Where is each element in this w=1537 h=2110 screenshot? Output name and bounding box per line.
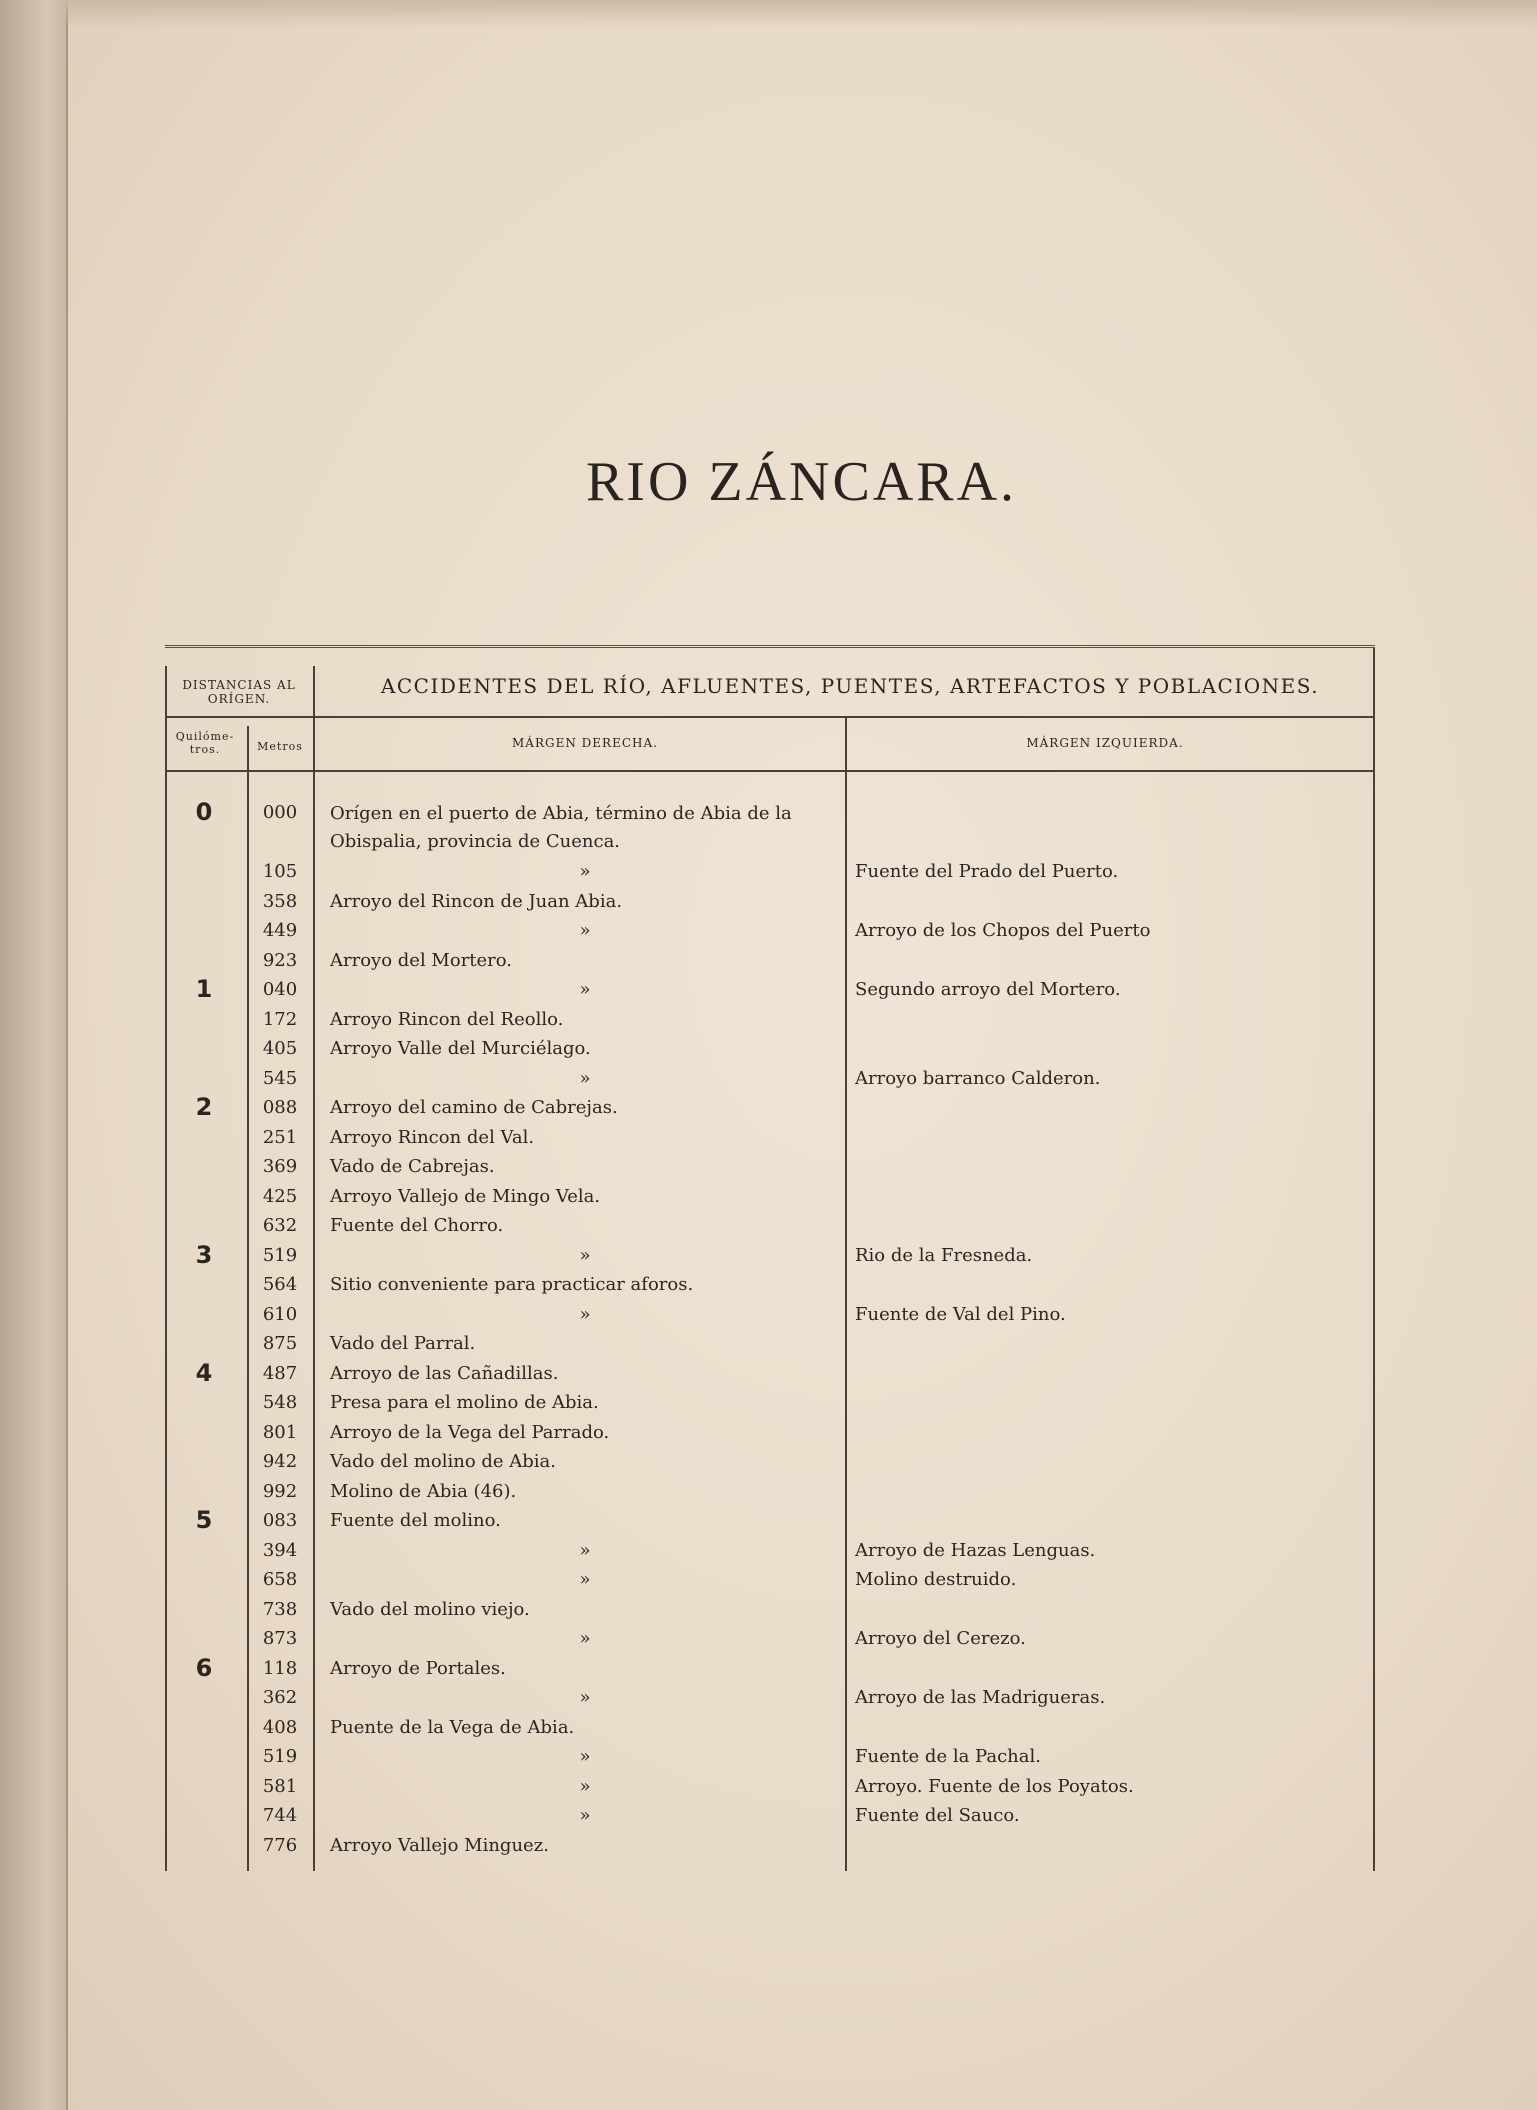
margen-derecha-cell: »	[579, 1303, 591, 1325]
metros-cell: 776	[262, 1834, 298, 1856]
accidentes-header: ACCIDENTES DEL RÍO, AFLUENTES, PUENTES, ARTEFACTOS Y POBLACIONES.	[380, 674, 1320, 698]
metros-cell: 658	[262, 1569, 298, 1590]
kilometros-cell: 6	[195, 1653, 213, 1682]
table-row	[165, 1624, 1375, 1654]
metros-cell: 545	[262, 1067, 298, 1089]
metros-cell: 083	[262, 1510, 298, 1531]
accidentes-header-rule	[313, 716, 1373, 718]
table-row	[165, 857, 1375, 887]
margen-izquierda-cell: Arroyo de las Madrigueras.	[855, 1687, 1106, 1708]
kilometros-cell: 5	[195, 1506, 213, 1534]
metros-cell: 105	[262, 861, 298, 882]
margen-derecha-cell: »	[579, 861, 591, 882]
table-row	[165, 1801, 1375, 1831]
table-row	[165, 1329, 1375, 1359]
margen-derecha-cell: Arroyo de la Vega del Parrado.	[330, 1421, 610, 1443]
margen-derecha-cell: »	[579, 1539, 591, 1561]
metros-cell: 610	[262, 1303, 298, 1325]
margen-derecha-cell: Arroyo Rincon del Val.	[330, 1126, 535, 1148]
table-row	[165, 1093, 1375, 1123]
margen-derecha-cell: Fuente del Chorro.	[330, 1215, 504, 1236]
table-row	[165, 1182, 1375, 1212]
table-row	[165, 1447, 1375, 1477]
table-row	[165, 975, 1375, 1005]
page-title: RIO ZÁNCARA.	[585, 451, 1018, 513]
margen-izquierda-cell: Arroyo del Cerezo.	[855, 1628, 1026, 1649]
table-row	[165, 1418, 1375, 1448]
metros-cell: 487	[262, 1362, 298, 1384]
table-row	[165, 1713, 1375, 1743]
margen-derecha-cell: Vado del molino viejo.	[330, 1598, 530, 1620]
table-row	[165, 1683, 1375, 1713]
table-row	[165, 1506, 1375, 1536]
margen-derecha-cell: Fuente del molino.	[330, 1510, 501, 1531]
table-body	[165, 798, 1375, 1860]
table-row	[165, 1831, 1375, 1861]
margen-derecha-cell: »	[579, 920, 591, 941]
metros-cell: 744	[262, 1805, 298, 1826]
margen-derecha-cell: Puente de la Vega de Abia.	[330, 1716, 575, 1738]
margen-izquierda-cell: Arroyo de los Chopos del Puerto	[855, 920, 1151, 941]
distancias-header: DISTANCIAS AL ORÍGEN.	[182, 678, 296, 706]
margen-derecha-header: MÁRGEN DERECHA.	[512, 736, 658, 750]
margen-izquierda-cell: Molino destruido.	[855, 1569, 1017, 1590]
metros-cell: 251	[262, 1126, 298, 1148]
metros-cell: 449	[262, 920, 298, 941]
metros-cell: 873	[262, 1628, 298, 1649]
table-row	[165, 1241, 1375, 1271]
metros-cell: 581	[262, 1775, 298, 1797]
margen-izquierda-cell: Fuente del Sauco.	[855, 1805, 1020, 1826]
table-row	[165, 1388, 1375, 1418]
metros-cell: 362	[262, 1687, 298, 1708]
metros-cell: 738	[262, 1598, 298, 1620]
table-row	[165, 1034, 1375, 1064]
margen-derecha-cell: »	[579, 1067, 591, 1089]
margen-derecha-cell: Arroyo Rincon del Reollo.	[330, 1008, 564, 1030]
metros-cell: 405	[262, 1038, 298, 1059]
table-row	[165, 946, 1375, 976]
metros-cell: 548	[262, 1392, 298, 1413]
metros-cell: 118	[262, 1657, 298, 1679]
kilometros-header: Quilóme-tros.	[175, 730, 235, 756]
metros-cell: 519	[262, 1244, 298, 1266]
table-row	[165, 1005, 1375, 1035]
margen-derecha-cell: Arroyo del Rincon de Juan Abia.	[330, 890, 623, 912]
margen-derecha-cell: Arroyo de Portales.	[330, 1657, 506, 1679]
kilometros-cell: 1	[195, 975, 213, 1003]
kilometros-cell: 4	[195, 1358, 213, 1387]
metros-header: Metros	[257, 740, 303, 753]
river-table	[165, 645, 1375, 1873]
margen-derecha-cell: Arroyo de las Cañadillas.	[330, 1362, 559, 1384]
margen-izquierda-cell: Fuente de la Pachal.	[855, 1746, 1041, 1767]
metros-cell: 923	[262, 949, 298, 971]
table-row	[165, 1742, 1375, 1772]
metros-cell: 992	[262, 1480, 298, 1502]
metros-cell: 632	[262, 1215, 298, 1236]
kilometros-cell: 0	[195, 798, 213, 826]
margen-izquierda-cell: Rio de la Fresneda.	[855, 1244, 1033, 1266]
kilometros-cell: 3	[195, 1240, 213, 1269]
margen-derecha-cell: Orígen en el puerto de Abia, término de Abia de la Obispalia, provincia de Cuenca.	[330, 803, 792, 852]
metros-cell: 000	[262, 802, 298, 823]
table-row	[165, 1595, 1375, 1625]
margen-izquierda-cell: Arroyo. Fuente de los Poyatos.	[855, 1775, 1134, 1797]
metros-cell: 564	[262, 1274, 298, 1295]
margen-derecha-cell: »	[579, 1687, 591, 1708]
table-row	[165, 1123, 1375, 1153]
table-row	[165, 798, 1375, 857]
table-row	[165, 1536, 1375, 1566]
margen-derecha-cell: »	[579, 1805, 591, 1826]
margen-derecha-cell: Molino de Abia (46).	[330, 1480, 517, 1502]
table-row	[165, 1772, 1375, 1802]
metros-cell: 394	[262, 1539, 298, 1561]
table-row	[165, 1359, 1375, 1389]
metros-cell: 358	[262, 890, 298, 912]
margen-derecha-cell: Sitio conveniente para practicar aforos.	[330, 1274, 694, 1295]
table-row	[165, 1300, 1375, 1330]
metros-cell: 519	[262, 1746, 298, 1767]
table-row	[165, 1064, 1375, 1094]
margen-derecha-cell: Vado de Cabrejas.	[330, 1156, 495, 1177]
table-row	[165, 1654, 1375, 1684]
margen-izquierda-cell: Fuente de Val del Pino.	[855, 1303, 1066, 1325]
margen-derecha-cell: »	[579, 1569, 591, 1590]
table-row	[165, 1565, 1375, 1595]
margen-derecha-cell: Arroyo Vallejo de Mingo Vela.	[330, 1185, 601, 1207]
distance-header-rule	[165, 716, 313, 718]
margen-derecha-cell: »	[579, 1746, 591, 1767]
metros-cell: 088	[262, 1097, 298, 1118]
metros-cell: 801	[262, 1421, 298, 1443]
table-row	[165, 1152, 1375, 1182]
margen-izquierda-cell: Fuente del Prado del Puerto.	[855, 861, 1119, 882]
margen-izquierda-cell: Segundo arroyo del Mortero.	[855, 979, 1121, 1000]
metros-cell: 425	[262, 1185, 298, 1207]
metros-cell: 369	[262, 1156, 298, 1177]
table-row	[165, 1477, 1375, 1507]
metros-cell: 408	[262, 1716, 298, 1738]
margen-derecha-cell: Arroyo Vallejo Minguez.	[330, 1834, 549, 1856]
margen-derecha-cell: Arroyo del camino de Cabrejas.	[330, 1097, 618, 1118]
margen-derecha-cell: Arroyo del Mortero.	[330, 949, 513, 971]
margen-derecha-cell: »	[579, 1244, 591, 1266]
metros-cell: 875	[262, 1333, 298, 1354]
margen-derecha-cell: Arroyo Valle del Murciélago.	[330, 1038, 591, 1059]
table-row	[165, 916, 1375, 946]
margen-izquierda-header: MÁRGEN IZQUIERDA.	[1026, 736, 1184, 750]
margen-derecha-cell: Presa para el molino de Abia.	[330, 1392, 599, 1413]
table-row	[165, 1211, 1375, 1241]
metros-cell: 172	[262, 1008, 298, 1030]
header-bottom-rule	[165, 770, 1375, 772]
table-row	[165, 1270, 1375, 1300]
margen-izquierda-cell: Arroyo barranco Calderon.	[855, 1067, 1101, 1089]
margen-derecha-cell: Vado del Parral.	[330, 1333, 476, 1354]
margen-izquierda-cell: Arroyo de Hazas Lenguas.	[855, 1539, 1096, 1561]
table-row	[165, 887, 1375, 917]
metros-cell: 040	[262, 979, 298, 1000]
kilometros-cell: 2	[195, 1093, 213, 1121]
book-binding	[0, 0, 68, 2110]
metros-cell: 942	[262, 1451, 298, 1472]
page-edge	[66, 0, 1537, 28]
margen-derecha-cell: »	[579, 1775, 591, 1797]
margen-derecha-cell: Vado del molino de Abia.	[330, 1451, 557, 1472]
margen-derecha-cell: »	[579, 979, 591, 1000]
margen-derecha-cell: »	[579, 1628, 591, 1649]
